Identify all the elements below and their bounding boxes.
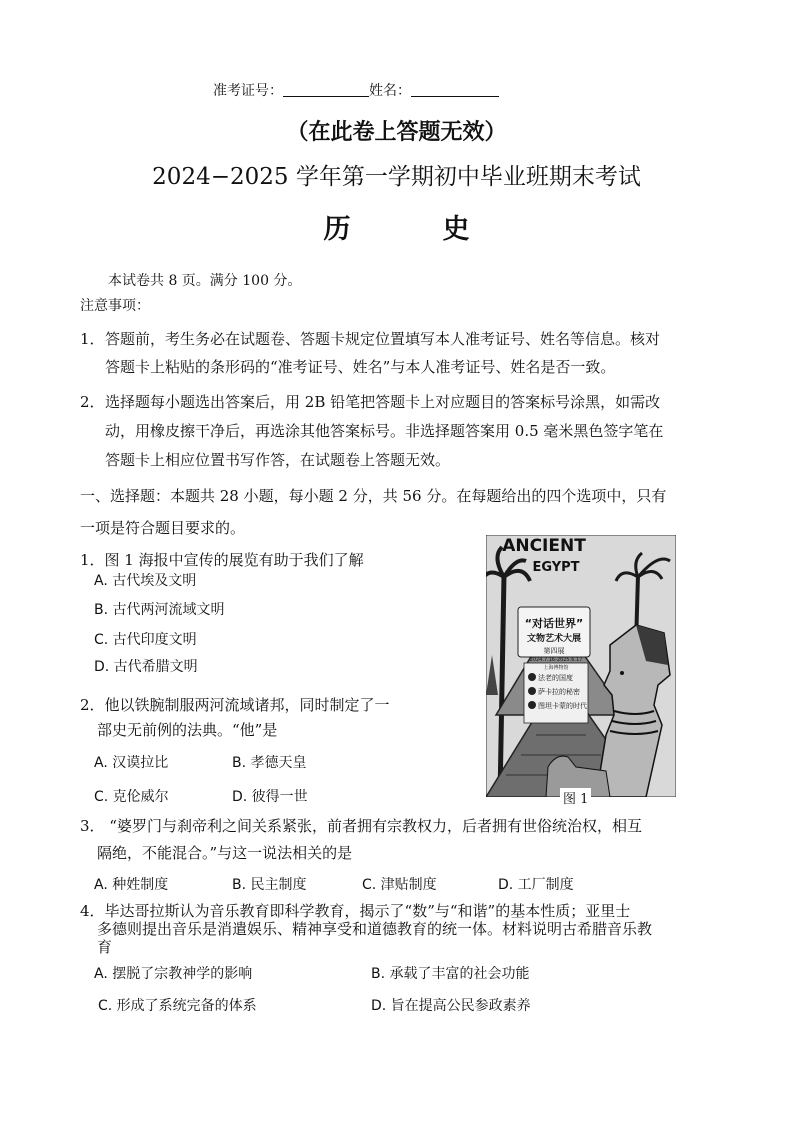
notes-heading: 注意事项： bbox=[80, 298, 150, 314]
subject-title: 历史 bbox=[323, 214, 562, 245]
question-3-option-a[interactable]: A. 种姓制度 bbox=[94, 877, 169, 893]
question-3-stem-line-2: 隔绝，不能混合。”与这一说法相关的是 bbox=[97, 844, 353, 862]
question-4-stem-line-2: 多德则提出音乐是消遣娱乐、精神享受和道德教育的统一体。材料说明古希腊音乐教 bbox=[97, 920, 653, 938]
poster-artwork bbox=[486, 535, 676, 797]
section-1-line-1: 一、选择题：本题共 28 小题，每小题 2 分，共 56 分。在每题给出的四个选项中，只有 bbox=[80, 487, 667, 505]
bullet-icon bbox=[528, 701, 536, 709]
poster-exhibit-line-3: 第四展 bbox=[543, 647, 565, 655]
name-label: 姓名： bbox=[369, 83, 411, 99]
poster-venue: 上海博物馆 bbox=[543, 665, 569, 671]
question-2-stem-line-2: 部史无前例的法典。“他”是 bbox=[97, 721, 278, 739]
bullet-icon bbox=[528, 687, 536, 695]
invalid-notice: （在此卷上答题无效） bbox=[286, 119, 507, 145]
question-4-stem-line-1: 4．毕达哥拉斯认为音乐教育即科学教育，揭示了“数”与“和谐”的基本性质；亚里士 bbox=[80, 902, 631, 920]
question-4-stem-line-3: 育 bbox=[97, 938, 113, 956]
figure-1-caption: 图 1 bbox=[560, 788, 591, 807]
question-1-option-d[interactable]: D. 古代希腊文明 bbox=[94, 659, 198, 675]
note-2-line-3: 答题卡上相应位置书写作答，在试题卷上答题无效。 bbox=[105, 451, 451, 469]
note-2-line-2: 动，用橡皮擦干净后，再选涂其他答案标号。非选择题答案用 0.5 毫米黑色签字笔在 bbox=[105, 422, 664, 440]
note-1-line-1: 答题前，考生务必在试题卷、答题卡规定位置填写本人准考证号、姓名等信息。核对 bbox=[105, 330, 661, 348]
question-1-option-c[interactable]: C. 古代印度文明 bbox=[94, 632, 197, 648]
poster-exhibit-line-2: 文物艺术大展 bbox=[526, 634, 582, 644]
poster-date: 2024.7.16-2025.6.17 bbox=[529, 657, 583, 663]
question-4-option-c[interactable]: C. 形成了系统完备的体系 bbox=[98, 998, 257, 1014]
question-2-stem-line-1: 2．他以铁腕制服两河流域诸邦，同时制定了一 bbox=[80, 696, 390, 714]
section-1-line-2: 一项是符合题目要求的。 bbox=[80, 519, 246, 537]
question-3-option-d[interactable]: D. 工厂制度 bbox=[498, 877, 574, 893]
question-2-option-d[interactable]: D. 彼得一世 bbox=[232, 789, 308, 805]
id-number-blank bbox=[283, 82, 369, 97]
id-number-label: 准考证号： bbox=[213, 83, 283, 99]
figure-1-poster bbox=[486, 535, 676, 797]
name-blank bbox=[411, 82, 499, 97]
question-1-option-a[interactable]: A. 古代埃及文明 bbox=[94, 573, 197, 589]
question-4-option-d[interactable]: D. 旨在提高公民参政素养 bbox=[371, 998, 531, 1014]
note-1-line-2: 答题卡上粘贴的条形码的“准考证号、姓名”与本人准考证号、姓名是否一致。 bbox=[105, 358, 616, 376]
question-3-stem-line-1: 3． “婆罗门与刹帝利之间关系紧张，前者拥有宗教权力，后者拥有世俗统治权，相互 bbox=[80, 817, 642, 835]
note-1-number: 1． bbox=[80, 330, 105, 348]
note-2-line-1: 选择题每小题选出答案后，用 2B 铅笔把答题卡上对应题目的答案标号涂黑，如需改 bbox=[105, 393, 661, 411]
question-1-stem: 1．图 1 海报中宣传的展览有助于我们了解 bbox=[80, 551, 364, 569]
poster-exhibit-line-1: “对话世界” bbox=[524, 617, 584, 630]
question-1-option-b[interactable]: B. 古代两河流域文明 bbox=[94, 602, 225, 618]
candidate-info-line bbox=[213, 80, 499, 100]
question-2-option-b[interactable]: B. 孝德天皇 bbox=[232, 755, 307, 771]
poster-item-1: 法老的国度 bbox=[538, 674, 573, 682]
exam-title: 2024−2025 学年第一学期初中毕业班期末考试 bbox=[152, 164, 641, 190]
note-2-number: 2． bbox=[80, 393, 105, 411]
poster-title-line-2: EGYPT bbox=[532, 560, 580, 575]
poster-item-3: 图坦卡蒙的时代 bbox=[538, 702, 587, 710]
question-3-option-b[interactable]: B. 民主制度 bbox=[232, 877, 307, 893]
bullet-icon bbox=[528, 673, 536, 681]
question-2-option-a[interactable]: A. 汉谟拉比 bbox=[94, 755, 169, 771]
question-4-option-a[interactable]: A. 摆脱了宗教神学的影响 bbox=[94, 966, 253, 982]
poster-item-2: 萨卡拉的秘密 bbox=[538, 688, 580, 696]
question-3-option-c[interactable]: C. 津贴制度 bbox=[362, 877, 437, 893]
question-4-option-b[interactable]: B. 承载了丰富的社会功能 bbox=[371, 966, 530, 982]
poster-title-line-1: ANCIENT bbox=[502, 536, 586, 556]
question-2-option-c[interactable]: C. 克伦威尔 bbox=[94, 789, 169, 805]
intro-text: 本试卷共 8 页。满分 100 分。 bbox=[108, 273, 302, 289]
